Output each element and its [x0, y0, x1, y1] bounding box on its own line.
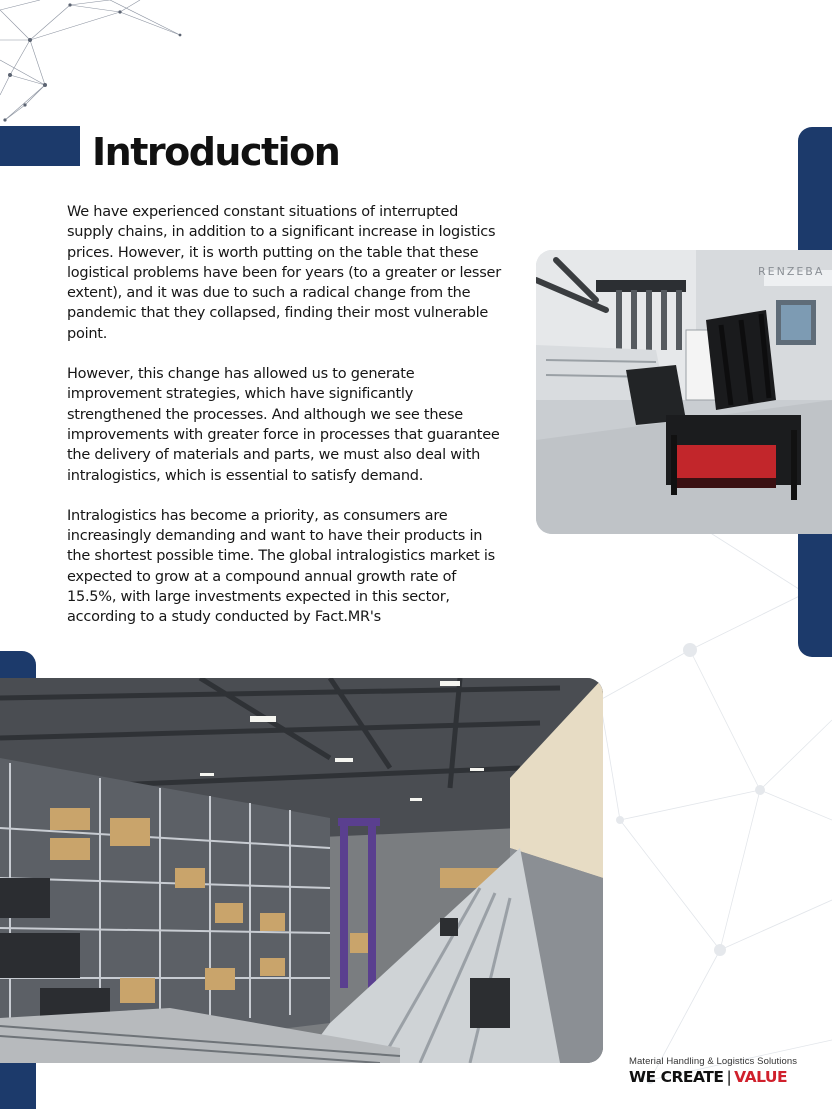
slogan-value: VALUE — [734, 1068, 788, 1086]
renzeba-sign-text: RENZEBA — [758, 265, 825, 278]
slogan-separator: | — [726, 1068, 732, 1086]
page-title: Introduction — [92, 130, 340, 174]
brand-slogan — [629, 1068, 799, 1086]
network-pattern-graphic — [0, 0, 200, 130]
title-accent-bar — [0, 126, 80, 166]
paragraph-3: Intralogistics has become a priority, as consumers are increasingly demanding and want to have their products in the shortest possible time. The global intralogistics market is expected to grow at a compound annual growth rate of 15.5%, with large investments expected in this sector, according to a study conducted by Fact.MR's — [67, 507, 495, 626]
slogan-we-create: WE CREATE — [629, 1068, 724, 1086]
brand-tagline: Material Handling & Logistics Solutions — [629, 1056, 798, 1067]
paragraph-1: We have experienced constant situations of interrupted supply chains, in addition to a significant increase in logistics prices. However, it is worth putting on the table that these logistical problems have been for years (to a greater or lesser extent), and it was due to such a radical change from the pandemic that they collapsed, finding their most vulnerable point. — [67, 204, 501, 342]
brand-signature — [629, 1056, 799, 1086]
intro-body — [67, 202, 507, 648]
paragraph-2: However, this change has allowed us to generate improvement strategies, which have significantly strengthened the processes. And although we see these improvements with greater force in processes that guarantee the delivery of materials and parts, we must also deal with intralogistics, which is essential to satisfy demand. — [67, 366, 500, 484]
warehouse-photo — [0, 678, 603, 1063]
agv-robot-photo — [536, 250, 832, 534]
